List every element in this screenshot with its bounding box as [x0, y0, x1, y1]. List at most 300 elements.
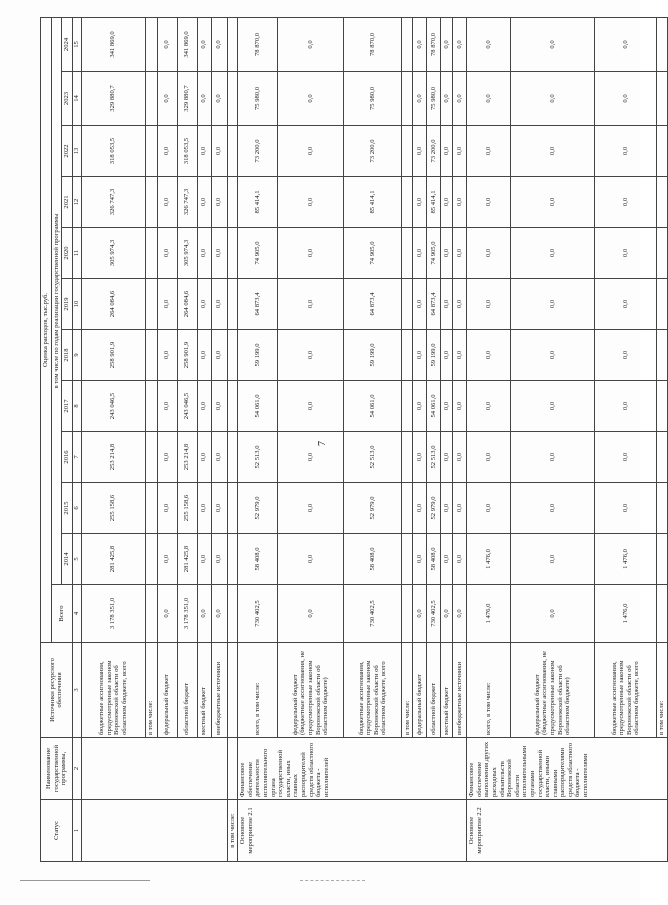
cell-value — [657, 177, 668, 228]
cell-value: 52 979,0 — [238, 483, 278, 534]
cell-value: 0,0 — [511, 534, 595, 585]
cell-value: 0,0 — [441, 381, 453, 432]
cell-value: 0,0 — [467, 330, 511, 381]
cell-value: 58 408,0 — [427, 534, 441, 585]
header-year: 2019 — [62, 279, 73, 330]
table-row — [453, 17, 467, 861]
cell-source: местный бюджет — [441, 643, 453, 738]
cell-value: 58 408,0 — [238, 534, 278, 585]
cell-value: 0,0 — [453, 228, 467, 279]
cell-status — [81, 800, 227, 862]
cell-value: 1 476,0 — [467, 534, 511, 585]
cell-value: 0,0 — [511, 72, 595, 126]
cell-value: 0,0 — [197, 432, 211, 483]
cell-value: 58 408,0 — [344, 534, 402, 585]
cell-value: 59 199,0 — [427, 330, 441, 381]
cell-value — [145, 585, 157, 643]
cell-value: 0,0 — [278, 483, 344, 534]
cell-value: 0,0 — [413, 534, 427, 585]
cell-value — [402, 330, 413, 381]
cell-value: 0,0 — [197, 228, 211, 279]
header-program-name: Наименование государственной программы, — [41, 738, 73, 800]
cell-value: 0,0 — [467, 381, 511, 432]
cell-value: 64 873,4 — [427, 279, 441, 330]
cell-value: 0,0 — [157, 534, 177, 585]
cell-value — [227, 17, 238, 71]
cell-value: 0,0 — [413, 126, 427, 177]
column-index: 8 — [72, 381, 81, 432]
cell-source: федеральный бюджет — [157, 643, 177, 738]
cell-value: 0,0 — [453, 381, 467, 432]
cell-value: 85 414,1 — [427, 177, 441, 228]
cell-value: 0,0 — [467, 17, 511, 71]
cell-value: 54 061,0 — [238, 381, 278, 432]
column-index: 12 — [72, 177, 81, 228]
cell-value: 52 513,0 — [427, 432, 441, 483]
cell-value: 0,0 — [511, 126, 595, 177]
cell-value: 0,0 — [467, 126, 511, 177]
column-index: 4 — [72, 585, 81, 643]
cell-value: 0,0 — [278, 177, 344, 228]
column-index: 7 — [72, 432, 81, 483]
cell-value — [227, 126, 238, 177]
cell-value: 75 980,0 — [344, 72, 402, 126]
header-total: Всего — [51, 585, 72, 643]
cell-value: 0,0 — [441, 279, 453, 330]
cell-value: 0,0 — [453, 126, 467, 177]
table-row — [177, 17, 197, 861]
cell-value: 0,0 — [413, 381, 427, 432]
cell-program-name: Финансовое обеспечение деятельности исполнительного органа государственной власти, иных главных распорядителей средств областного бюджета - исполнителей — [238, 738, 467, 800]
cell-value: 0,0 — [441, 330, 453, 381]
cell-value: 0,0 — [467, 483, 511, 534]
cell-value: 0,0 — [511, 585, 595, 643]
cell-program-name — [81, 738, 227, 800]
header-year: 2024 — [62, 17, 73, 71]
rotated-table-container — [40, 17, 666, 862]
cell-value — [657, 126, 668, 177]
cell-value: 0,0 — [413, 279, 427, 330]
column-index: 3 — [72, 643, 81, 738]
cell-value: 74 905,0 — [344, 228, 402, 279]
cell-value: 78 870,0 — [427, 17, 441, 71]
cell-value: 73 200,0 — [238, 126, 278, 177]
cell-source: областной бюджет — [177, 643, 197, 738]
cell-value: 3 178 351,0 — [177, 585, 197, 643]
cell-value — [402, 72, 413, 126]
table-row — [595, 17, 657, 861]
table-row — [211, 17, 227, 861]
cell-value: 73 200,0 — [344, 126, 402, 177]
cell-value: 78 870,0 — [238, 17, 278, 71]
table-row — [467, 17, 511, 861]
table-row — [427, 17, 441, 861]
cell-value: 0,0 — [453, 483, 467, 534]
cell-value: 0,0 — [595, 72, 657, 126]
cell-value: 326 747,3 — [177, 177, 197, 228]
cell-value: 0,0 — [511, 483, 595, 534]
cell-value — [657, 17, 668, 71]
cell-value: 0,0 — [595, 381, 657, 432]
cell-value: 0,0 — [441, 432, 453, 483]
cell-value: 0,0 — [511, 432, 595, 483]
cell-value: 0,0 — [467, 72, 511, 126]
table-row — [511, 17, 595, 861]
cell-value — [402, 228, 413, 279]
cell-source: бюджетные ассигнования, предусмотренные законом Воронежской области об областном бюджете, всего — [595, 643, 657, 738]
cell-value: 0,0 — [511, 17, 595, 71]
table-row — [157, 17, 177, 861]
cell-source: федеральный бюджет (бюджетные ассигнования, не предусмотренные законом Воронежской области об областном бюджете) — [278, 643, 344, 738]
cell-program-name — [227, 738, 238, 800]
cell-value: 64 873,4 — [238, 279, 278, 330]
cell-value — [657, 585, 668, 643]
cell-value — [657, 330, 668, 381]
cell-value — [145, 279, 157, 330]
cell-value: 0,0 — [595, 126, 657, 177]
cell-value: 0,0 — [467, 177, 511, 228]
table-row — [227, 17, 238, 861]
cell-value — [227, 534, 238, 585]
header-year: 2018 — [62, 330, 73, 381]
cell-value: 0,0 — [197, 585, 211, 643]
cell-value — [145, 177, 157, 228]
cell-value — [227, 330, 238, 381]
header-estimate: Оценка расходов, тыс.руб. — [41, 17, 52, 642]
cell-value: 0,0 — [441, 72, 453, 126]
cell-value: 730 402,5 — [427, 585, 441, 643]
cell-value: 0,0 — [511, 279, 595, 330]
header-breakdown: в том числе по годам реализации государственной программы — [51, 17, 62, 584]
cell-value — [657, 279, 668, 330]
cell-value: 74 905,0 — [427, 228, 441, 279]
cell-value — [657, 432, 668, 483]
cell-value: 0,0 — [278, 432, 344, 483]
cell-source: всего, в том числе: — [467, 643, 511, 738]
cell-value: 73 200,0 — [427, 126, 441, 177]
cell-value — [402, 585, 413, 643]
cell-status: в том числе: — [227, 800, 238, 862]
cell-value: 0,0 — [197, 381, 211, 432]
cell-value: 0,0 — [413, 330, 427, 381]
page-number-text: 7 — [316, 440, 328, 446]
cell-value: 305 974,3 — [81, 228, 145, 279]
cell-value: 54 061,0 — [427, 381, 441, 432]
cell-value: 0,0 — [595, 279, 657, 330]
cell-value: 85 414,1 — [238, 177, 278, 228]
cell-source: областной бюджет — [427, 643, 441, 738]
cell-source: внебюджетные источники — [453, 643, 467, 738]
cell-value: 0,0 — [211, 432, 227, 483]
cell-value: 341 869,0 — [81, 17, 145, 71]
cell-value: 0,0 — [157, 177, 177, 228]
cell-value: 0,0 — [413, 483, 427, 534]
cell-value — [657, 72, 668, 126]
cell-value — [402, 177, 413, 228]
cell-value: 305 974,3 — [177, 228, 197, 279]
cell-value: 0,0 — [441, 177, 453, 228]
header-status: Статус — [41, 800, 73, 862]
cell-value: 0,0 — [441, 126, 453, 177]
header-year: 2022 — [62, 126, 73, 177]
cell-value: 78 870,0 — [344, 17, 402, 71]
cell-value: 318 053,5 — [177, 126, 197, 177]
header-year: 2014 — [62, 534, 73, 585]
cell-source: в том числе: — [657, 643, 668, 738]
cell-value: 75 980,0 — [427, 72, 441, 126]
cell-value — [145, 483, 157, 534]
cell-value — [402, 483, 413, 534]
cell-value: 0,0 — [157, 126, 177, 177]
cell-value: 0,0 — [453, 177, 467, 228]
cell-value: 0,0 — [413, 432, 427, 483]
cell-value: 0,0 — [278, 126, 344, 177]
cell-value — [227, 177, 238, 228]
cell-source: всего, в том числе: — [238, 643, 278, 738]
cell-value: 0,0 — [467, 432, 511, 483]
cell-status: Основное мероприятие 2.1 — [238, 800, 467, 862]
cell-source: в том числе: — [145, 643, 157, 738]
cell-value: 326 747,3 — [81, 177, 145, 228]
cell-value — [657, 381, 668, 432]
cell-value: 0,0 — [441, 483, 453, 534]
column-index: 10 — [72, 279, 81, 330]
cell-value — [402, 279, 413, 330]
cell-value: 253 214,8 — [81, 432, 145, 483]
cell-value: 0,0 — [211, 279, 227, 330]
cell-value: 52 513,0 — [344, 432, 402, 483]
cell-source: бюджетные ассигнования, предусмотренные законом Воронежской области об областном бюджете, всего — [344, 643, 402, 738]
cell-value: 0,0 — [453, 72, 467, 126]
cell-value: 0,0 — [157, 17, 177, 71]
cell-source: федеральный бюджет — [413, 643, 427, 738]
cell-value: 0,0 — [157, 483, 177, 534]
table-row — [145, 17, 157, 861]
cell-value: 0,0 — [211, 177, 227, 228]
budget-table — [40, 17, 668, 862]
cell-value: 0,0 — [453, 279, 467, 330]
header-source: Источники ресурсного обеспечения — [41, 643, 73, 738]
cell-value: 243 046,5 — [177, 381, 197, 432]
table-row — [197, 17, 211, 861]
table-row — [344, 17, 402, 861]
cell-value: 0,0 — [595, 228, 657, 279]
cell-value — [402, 381, 413, 432]
cell-value: 329 880,7 — [81, 72, 145, 126]
cell-value: 0,0 — [197, 279, 211, 330]
cell-value: 0,0 — [157, 585, 177, 643]
cell-value — [227, 228, 238, 279]
cell-value: 0,0 — [453, 17, 467, 71]
cell-value — [657, 534, 668, 585]
cell-value: 0,0 — [211, 483, 227, 534]
cell-value: 0,0 — [595, 483, 657, 534]
cell-value: 0,0 — [197, 483, 211, 534]
cell-value: 59 199,0 — [238, 330, 278, 381]
cell-value: 0,0 — [413, 17, 427, 71]
table-row — [278, 17, 344, 861]
header-year: 2023 — [62, 72, 73, 126]
cell-value: 0,0 — [197, 177, 211, 228]
cell-value: 0,0 — [197, 72, 211, 126]
cell-status: Основное мероприятие 2.2 — [467, 800, 668, 862]
column-index: 6 — [72, 483, 81, 534]
cell-value: 0,0 — [211, 381, 227, 432]
cell-value — [145, 17, 157, 71]
column-index: 15 — [72, 17, 81, 71]
column-index: 9 — [72, 330, 81, 381]
cell-value: 730 402,5 — [344, 585, 402, 643]
cell-value: 0,0 — [511, 177, 595, 228]
cell-value: 0,0 — [441, 585, 453, 643]
cell-value — [227, 279, 238, 330]
cell-value: 0,0 — [157, 381, 177, 432]
cell-value: 0,0 — [595, 432, 657, 483]
cell-value: 0,0 — [157, 432, 177, 483]
cell-value: 730 402,5 — [238, 585, 278, 643]
cell-value: 264 084,6 — [81, 279, 145, 330]
cell-value — [145, 432, 157, 483]
cell-value: 0,0 — [595, 177, 657, 228]
cell-value: 54 061,0 — [344, 381, 402, 432]
cell-value — [145, 534, 157, 585]
cell-value — [227, 585, 238, 643]
cell-value: 0,0 — [211, 17, 227, 71]
header-year: 2015 — [62, 483, 73, 534]
cell-value — [227, 72, 238, 126]
column-index: 11 — [72, 228, 81, 279]
cell-source: местный бюджет — [197, 643, 211, 738]
cell-value — [145, 72, 157, 126]
cell-value: 0,0 — [197, 534, 211, 585]
cell-value: 255 158,6 — [177, 483, 197, 534]
scan-artifact-dash — [300, 880, 365, 881]
cell-value — [145, 228, 157, 279]
scan-artifact-line — [20, 880, 150, 881]
cell-value: 0,0 — [211, 228, 227, 279]
cell-value: 0,0 — [197, 126, 211, 177]
cell-value: 0,0 — [467, 228, 511, 279]
cell-value: 0,0 — [467, 279, 511, 330]
table-row — [81, 17, 145, 861]
cell-value: 255 158,6 — [81, 483, 145, 534]
header-year: 2021 — [62, 177, 73, 228]
cell-value: 0,0 — [211, 72, 227, 126]
cell-value: 0,0 — [413, 177, 427, 228]
cell-value — [657, 228, 668, 279]
cell-value: 0,0 — [441, 228, 453, 279]
cell-value: 59 199,0 — [344, 330, 402, 381]
cell-value — [145, 381, 157, 432]
cell-value: 0,0 — [441, 534, 453, 585]
table-row — [238, 17, 278, 861]
cell-value: 0,0 — [197, 330, 211, 381]
cell-value: 0,0 — [157, 279, 177, 330]
cell-program-name: Финансовое обеспечение выполнения других расходных обязательств Воронежской области исполнительными органами государственной власти, иными главными распорядителями средств областного бюджета - исполнителями — [467, 738, 668, 800]
cell-value: 0,0 — [511, 381, 595, 432]
cell-source: внебюджетные источники — [211, 643, 227, 738]
cell-value: 0,0 — [511, 330, 595, 381]
cell-value: 0,0 — [413, 585, 427, 643]
cell-value: 0,0 — [278, 279, 344, 330]
cell-value: 52 979,0 — [344, 483, 402, 534]
cell-source: федеральный бюджет (бюджетные ассигнования, не предусмотренные законом Воронежской области об областном бюджете) — [511, 643, 595, 738]
cell-value: 74 905,0 — [238, 228, 278, 279]
cell-value — [402, 534, 413, 585]
cell-value: 0,0 — [453, 432, 467, 483]
cell-value: 0,0 — [413, 72, 427, 126]
cell-value: 243 046,5 — [81, 381, 145, 432]
cell-value: 341 869,0 — [177, 17, 197, 71]
cell-source: бюджетные ассигнования, предусмотренные законом Воронежской области об областном бюджете, всего — [81, 643, 145, 738]
cell-value — [145, 330, 157, 381]
cell-value: 52 513,0 — [238, 432, 278, 483]
cell-value: 0,0 — [278, 72, 344, 126]
cell-value: 258 901,9 — [177, 330, 197, 381]
cell-value: 281 425,8 — [177, 534, 197, 585]
cell-value — [402, 432, 413, 483]
cell-value: 0,0 — [511, 228, 595, 279]
column-index: 14 — [72, 72, 81, 126]
header-year: 2017 — [62, 381, 73, 432]
column-index: 2 — [72, 738, 81, 800]
table-row — [441, 17, 453, 861]
cell-source — [227, 643, 238, 738]
cell-value: 0,0 — [278, 381, 344, 432]
cell-value: 0,0 — [211, 126, 227, 177]
cell-value — [402, 17, 413, 71]
cell-value: 3 178 351,0 — [81, 585, 145, 643]
cell-value: 281 425,8 — [81, 534, 145, 585]
cell-value — [227, 432, 238, 483]
cell-value: 0,0 — [197, 17, 211, 71]
cell-value — [145, 126, 157, 177]
cell-value: 52 979,0 — [427, 483, 441, 534]
table-row — [413, 17, 427, 861]
cell-value: 0,0 — [211, 534, 227, 585]
cell-value: 253 214,8 — [177, 432, 197, 483]
cell-value: 0,0 — [211, 585, 227, 643]
cell-value: 329 880,7 — [177, 72, 197, 126]
column-index: 13 — [72, 126, 81, 177]
cell-value: 0,0 — [211, 330, 227, 381]
cell-value: 0,0 — [278, 17, 344, 71]
cell-value: 1 476,0 — [595, 534, 657, 585]
cell-value: 64 873,4 — [344, 279, 402, 330]
cell-value: 0,0 — [278, 330, 344, 381]
cell-value: 0,0 — [157, 330, 177, 381]
cell-value — [657, 483, 668, 534]
cell-value: 264 084,6 — [177, 279, 197, 330]
cell-value: 0,0 — [453, 534, 467, 585]
cell-value: 0,0 — [413, 228, 427, 279]
column-index: 5 — [72, 534, 81, 585]
cell-value: 0,0 — [595, 17, 657, 71]
cell-value — [227, 483, 238, 534]
cell-value: 0,0 — [157, 228, 177, 279]
cell-value — [227, 381, 238, 432]
cell-value — [402, 126, 413, 177]
table-row — [657, 17, 668, 861]
cell-value: 0,0 — [453, 585, 467, 643]
cell-value: 318 053,5 — [81, 126, 145, 177]
cell-value: 0,0 — [595, 330, 657, 381]
cell-value: 1 476,0 — [467, 585, 511, 643]
table-row — [402, 17, 413, 861]
cell-value: 0,0 — [278, 228, 344, 279]
cell-source: в том числе: — [402, 643, 413, 738]
cell-value: 0,0 — [453, 330, 467, 381]
